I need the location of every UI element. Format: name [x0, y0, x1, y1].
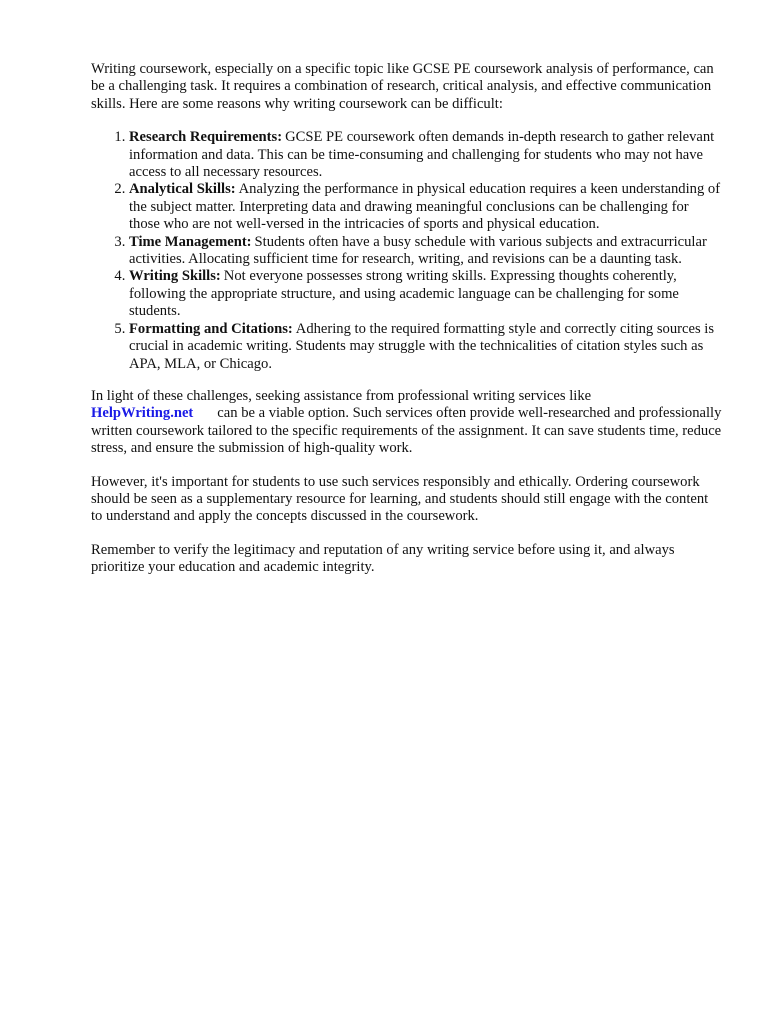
- list-item-title: Formatting and Citations:: [129, 320, 293, 337]
- list-item-time: [129, 234, 723, 269]
- helpwriting-link[interactable]: HelpWriting.net: [91, 405, 194, 422]
- caution-paragraph: However, it's important for students to use such services responsibly and ethically. Ordering coursework should be seen as a supplementary resource for learning, and students should still engage with the content to understand and apply the concepts discussed in the coursework.: [91, 473, 709, 525]
- services-text-before: In light of these challenges, seeking assistance from professional writing services like: [91, 387, 592, 404]
- services-text-after: can be a viable option. Such services often provide well-researched and professionally written coursework tailored to the specific requirements of the assignment. It can save students time, reduce stress, and ensure the submission of high-quality work.: [91, 405, 722, 457]
- list-item-analytical: [129, 181, 723, 233]
- services-paragraph: [91, 388, 723, 458]
- closing-paragraph: Remember to verify the legitimacy and reputation of any writing service before using it, and always prioritize your education and academic integrity.: [91, 541, 675, 576]
- list-item-title: Writing Skills:: [129, 268, 221, 285]
- list-item-formatting: [129, 321, 723, 373]
- reasons-list: [91, 129, 723, 373]
- list-item-text: GCSE PE coursework often demands in-depth research to gather relevant information and data. This can be time-consuming and challenging for students who may not have access to all necessary resources.: [129, 129, 715, 181]
- list-item-text: Analyzing the performance in physical education requires a keen understanding of the subject matter. Interpreting data and drawing meaningful conclusions can be challenging for those who are not well-versed in the intricacies of sports and physical education.: [129, 181, 721, 233]
- intro-paragraph: Writing coursework, especially on a specific topic like GCSE PE coursework analysis of performance, can be a challenging task. It requires a combination of research, critical analysis, and effective communication skills. Here are some reasons why writing coursework can be difficult:: [91, 61, 714, 112]
- document-page: [91, 61, 723, 593]
- list-item-research: [129, 129, 723, 181]
- list-item-text: Not everyone possesses strong writing skills. Expressing thoughts coherently, following the appropriate structure, and using academic language can be challenging for some students.: [129, 268, 679, 320]
- list-item-title: Time Management:: [129, 233, 252, 250]
- list-item-writing: [129, 268, 723, 320]
- list-item-text: Adhering to the required formatting style and correctly citing sources is crucial in academic writing. Students may struggle with the technicalities of citation styles such as APA, MLA, or Chicago.: [129, 320, 715, 372]
- list-item-title: Analytical Skills:: [129, 181, 236, 198]
- list-item-text: Students often have a busy schedule with various subjects and extracurricular activities. Allocating sufficient time for research, writing, and revisions can be a daunting task.: [129, 233, 707, 268]
- list-item-title: Research Requirements:: [129, 129, 283, 146]
